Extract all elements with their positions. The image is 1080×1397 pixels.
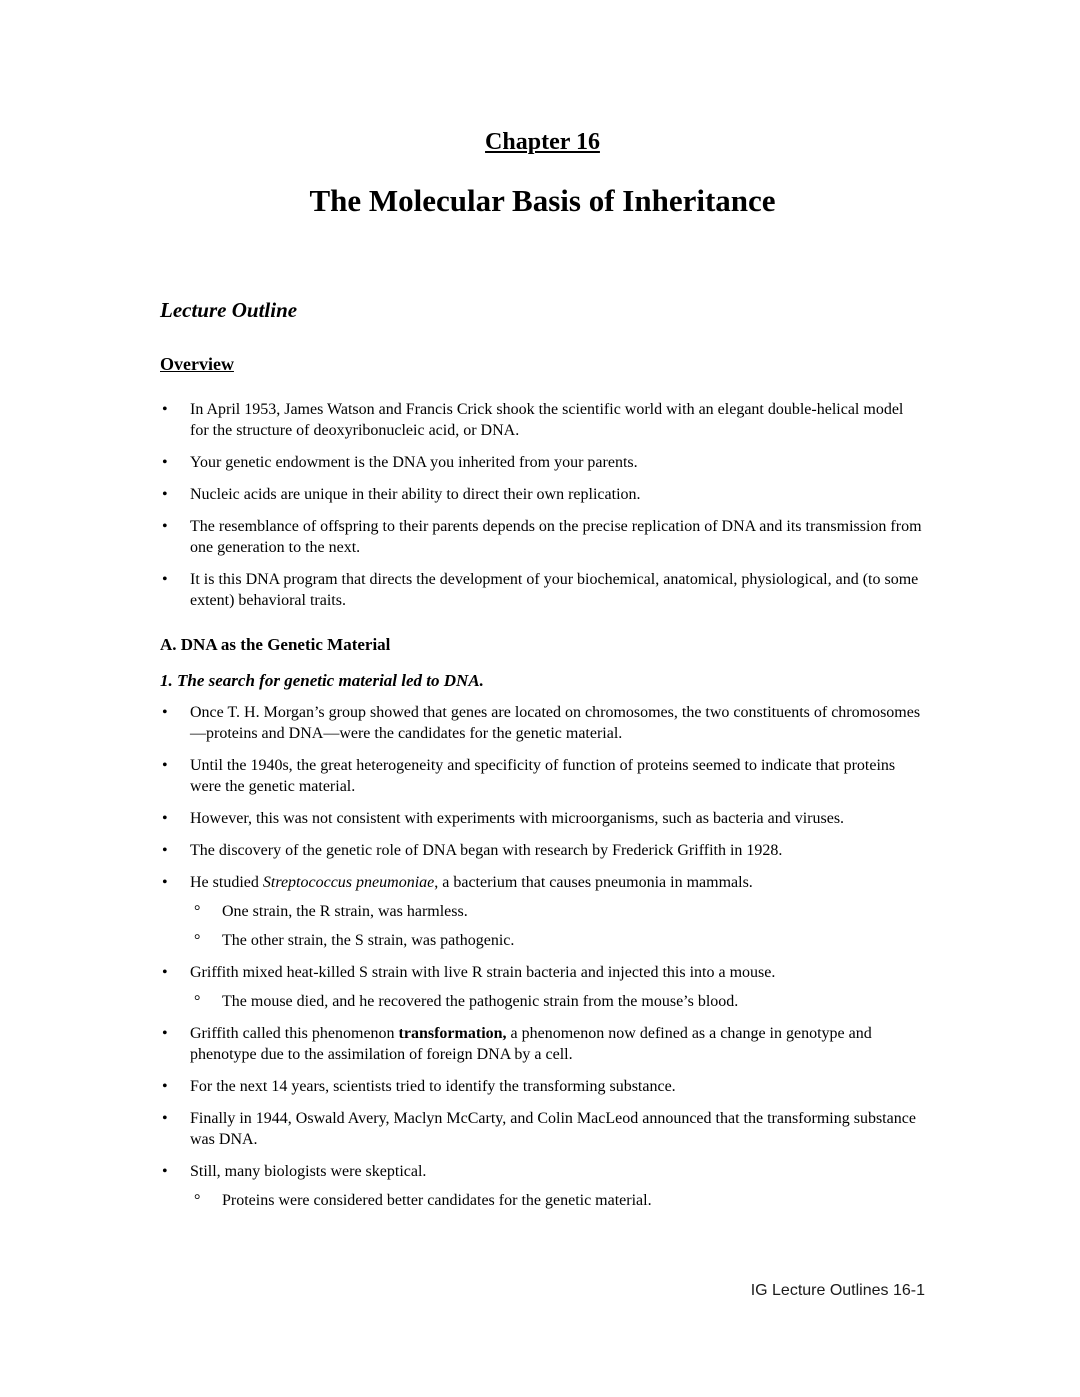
list-item-text: Griffith called this phenomenon transformation, a phenomenon now defined as a change in genotype and phenotype due to the assimilation of foreign DNA by a cell. (190, 1025, 872, 1064)
bullet-item (160, 962, 925, 983)
sub-bullet-item (160, 991, 925, 1012)
bullet-item (160, 452, 925, 473)
bullet-item (160, 1023, 925, 1065)
sub-bullet-item (160, 1190, 925, 1211)
bullet-icon: • (162, 1163, 168, 1181)
list-item-text: He studied Streptococcus pneumoniae, a bacterium that causes pneumonia in mammals. (190, 874, 753, 892)
list-item-text: Once T. H. Morgan’s group showed that genes are located on chromosomes, the two constituents of chromosomes—proteins and DNA—were the candidates for the genetic material. (190, 704, 921, 743)
bullet-icon: • (162, 571, 168, 589)
list-item-text: Until the 1940s, the great heterogeneity and specificity of function of proteins seemed to indicate that proteins were the genetic material. (190, 757, 896, 796)
outline-body (160, 399, 925, 1211)
sub-bullet-item (160, 901, 925, 922)
bullet-item (160, 1161, 925, 1182)
chapter-heading-text: Chapter 16 (485, 129, 600, 155)
bullet-icon: • (162, 1078, 168, 1096)
list-item-text: Still, many biologists were skeptical. (190, 1163, 427, 1181)
list-item-text: One strain, the R strain, was harmless. (222, 903, 468, 921)
bullet-icon: • (162, 810, 168, 828)
sub-bullet-item (160, 930, 925, 951)
list-item-text: Nucleic acids are unique in their ability to direct their own replication. (190, 486, 641, 504)
bullet-item (160, 808, 925, 829)
bullet-item (160, 1076, 925, 1097)
overview-heading-text: Overview (160, 354, 234, 375)
bullet-icon: • (162, 401, 168, 419)
chapter-heading (160, 0, 925, 157)
list-item-text: Griffith mixed heat-killed S strain with live R strain bacteria and injected this into a mouse. (190, 964, 776, 982)
bullet-item (160, 516, 925, 558)
list-item-text: Proteins were considered better candidates for the genetic material. (222, 1192, 652, 1210)
bullet-icon: • (162, 757, 168, 775)
bullet-icon: • (162, 1110, 168, 1128)
bullet-item (160, 569, 925, 611)
circle-bullet-icon: ° (194, 1192, 201, 1210)
list-item-text: The discovery of the genetic role of DNA began with research by Frederick Griffith in 1928. (190, 842, 783, 860)
bullet-item (160, 399, 925, 441)
bullet-icon: • (162, 454, 168, 472)
list-item-text: Finally in 1944, Oswald Avery, Maclyn McCarty, and Colin MacLeod announced that the transforming substance was DNA. (190, 1110, 916, 1149)
page-title: The Molecular Basis of Inheritance (309, 182, 776, 218)
bullet-icon: • (162, 518, 168, 536)
page-footer: IG Lecture Outlines 16-1 (750, 1282, 925, 1299)
circle-bullet-icon: ° (194, 932, 201, 950)
list-item-text: The mouse died, and he recovered the pathogenic strain from the mouse’s blood. (222, 993, 739, 1011)
list-item-text: In April 1953, James Watson and Francis Crick shook the scientific world with an elegant double-helical model for the structure of deoxyribonucleic acid, or DNA. (190, 401, 904, 440)
overview-heading (160, 353, 925, 376)
bullet-icon: • (162, 486, 168, 504)
lecture-outline-heading: Lecture Outline (160, 298, 298, 323)
bullet-item (160, 702, 925, 744)
circle-bullet-icon: ° (194, 993, 201, 1011)
bullet-item (160, 1108, 925, 1150)
list-item-text: It is this DNA program that directs the development of your biochemical, anatomical, physiological, and (to some extent) behavioral traits. (190, 571, 919, 610)
section-heading: A. DNA as the Genetic Material (160, 635, 391, 655)
bullet-item (160, 755, 925, 797)
list-item-text: The resemblance of offspring to their parents depends on the precise replication of DNA and its transmission from one generation to the next. (190, 518, 922, 557)
list-item-text: Your genetic endowment is the DNA you inherited from your parents. (190, 454, 638, 472)
list-item-text: For the next 14 years, scientists tried to identify the transforming substance. (190, 1078, 676, 1096)
bullet-icon: • (162, 1025, 168, 1043)
bullet-item (160, 484, 925, 505)
circle-bullet-icon: ° (194, 903, 201, 921)
bullet-icon: • (162, 874, 168, 892)
list-item-text: The other strain, the S strain, was pathogenic. (222, 932, 515, 950)
list-item-text: However, this was not consistent with experiments with microorganisms, such as bacteria and viruses. (190, 810, 845, 828)
bullet-icon: • (162, 964, 168, 982)
subsection-heading: 1. The search for genetic material led to DNA. (160, 671, 484, 691)
bullet-icon: • (162, 704, 168, 722)
bullet-item (160, 840, 925, 861)
bullet-icon: • (162, 842, 168, 860)
bullet-item (160, 872, 925, 893)
